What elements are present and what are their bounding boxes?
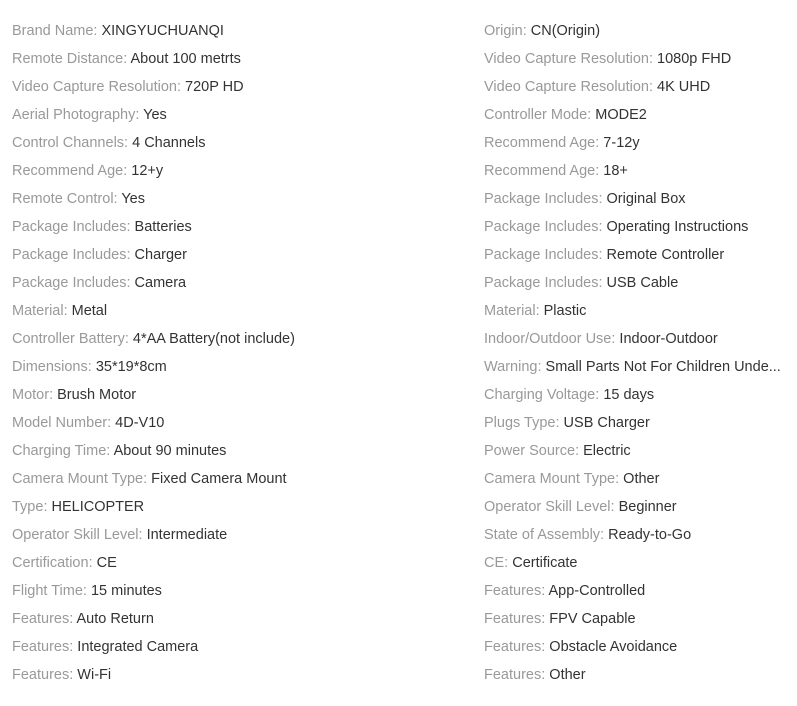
spec-row	[12, 549, 462, 577]
spec-row	[12, 45, 462, 73]
spec-value: Remote Controller	[606, 247, 725, 263]
spec-row	[484, 17, 784, 45]
spec-key: Plugs Type	[484, 415, 556, 431]
spec-row	[484, 73, 784, 101]
spec-value: Obstacle Avoidance	[549, 639, 678, 655]
spec-value: 15 minutes	[90, 583, 162, 599]
spec-key: Recommend Age	[484, 163, 596, 179]
spec-separator: :	[648, 51, 658, 67]
spec-separator: :	[135, 107, 144, 123]
spec-separator: :	[87, 359, 96, 375]
spec-value: CN(Origin)	[530, 23, 601, 39]
spec-separator: :	[126, 275, 135, 291]
spec-key: Operator Skill Level	[12, 527, 139, 543]
spec-row	[12, 661, 462, 689]
spec-row	[484, 381, 784, 409]
spec-row	[12, 409, 462, 437]
spec-separator: :	[43, 499, 52, 515]
spec-separator: :	[541, 611, 550, 627]
spec-value: HELICOPTER	[51, 499, 145, 515]
spec-key: Features	[12, 611, 70, 627]
spec-key: Features	[12, 667, 70, 683]
spec-separator: :	[49, 387, 58, 403]
spec-key: Control Channels	[12, 135, 125, 151]
spec-value: Auto Return	[76, 611, 154, 627]
spec-row	[484, 549, 784, 577]
spec-key: Warning	[484, 359, 538, 375]
spec-row	[12, 157, 462, 185]
spec-value: Intermediate	[146, 527, 228, 543]
spec-value: 15 days	[603, 387, 655, 403]
spec-separator: :	[113, 191, 122, 207]
spec-key: Camera Mount Type	[484, 471, 616, 487]
spec-column-right	[484, 17, 784, 689]
spec-separator: :	[541, 667, 550, 683]
spec-key: Flight Time	[12, 583, 83, 599]
spec-row	[12, 605, 462, 633]
spec-separator: :	[595, 163, 604, 179]
spec-key: Features	[484, 639, 542, 655]
spec-row	[484, 633, 784, 661]
spec-separator: :	[138, 527, 147, 543]
spec-row	[12, 213, 462, 241]
spec-value: Camera	[134, 275, 187, 291]
spec-key: Charging Voltage	[484, 387, 596, 403]
spec-key: Aerial Photography	[12, 107, 136, 123]
spec-separator: :	[69, 667, 78, 683]
spec-separator: :	[107, 415, 116, 431]
spec-value: Metal	[71, 303, 108, 319]
spec-row	[484, 493, 784, 521]
spec-separator: :	[575, 443, 584, 459]
spec-separator: :	[124, 135, 133, 151]
spec-value: Ready-to-Go	[608, 527, 692, 543]
spec-row	[484, 577, 784, 605]
spec-value: Wi-Fi	[77, 667, 112, 683]
spec-row	[12, 17, 462, 45]
spec-row	[12, 437, 462, 465]
spec-key: Indoor/Outdoor Use	[484, 331, 612, 347]
spec-key: Remote Distance	[12, 51, 124, 67]
spec-separator: :	[541, 583, 549, 599]
spec-row	[12, 353, 462, 381]
spec-value: USB Cable	[606, 275, 679, 291]
spec-separator: :	[595, 135, 604, 151]
spec-key: Recommend Age	[12, 163, 124, 179]
spec-key: Package Includes	[484, 191, 599, 207]
spec-key: Video Capture Resolution	[12, 79, 177, 95]
spec-key: Video Capture Resolution	[484, 51, 649, 67]
spec-value: Charger	[134, 247, 187, 263]
spec-separator: :	[610, 499, 619, 515]
spec-separator: :	[587, 107, 596, 123]
spec-key: Package Includes	[484, 219, 599, 235]
spec-separator: :	[126, 247, 135, 263]
spec-row	[484, 605, 784, 633]
spec-row	[484, 521, 784, 549]
spec-key: Power Source	[484, 443, 576, 459]
spec-separator: :	[615, 471, 624, 487]
spec-value: App-Controlled	[548, 583, 646, 599]
spec-value: 18+	[603, 163, 628, 179]
spec-separator: :	[600, 527, 609, 543]
spec-separator: :	[598, 191, 607, 207]
spec-value: Operating Instructions	[606, 219, 749, 235]
spec-key: Material	[484, 303, 536, 319]
spec-key: Controller Mode	[484, 107, 588, 123]
spec-value: Yes	[121, 191, 145, 207]
spec-value: Indoor-Outdoor	[619, 331, 718, 347]
spec-separator: :	[123, 51, 131, 67]
spec-row	[484, 297, 784, 325]
spec-separator: :	[126, 219, 135, 235]
spec-separator: :	[143, 471, 152, 487]
spec-separator: :	[537, 359, 546, 375]
spec-key: Brand Name	[12, 23, 94, 39]
spec-separator: :	[176, 79, 186, 95]
spec-key: Package Includes	[484, 275, 599, 291]
spec-value: 4 Channels	[132, 135, 206, 151]
spec-value: 4K UHD	[657, 79, 711, 95]
spec-separator: :	[106, 443, 114, 459]
spec-value: Plastic	[543, 303, 587, 319]
spec-separator: :	[504, 555, 513, 571]
spec-row	[12, 521, 462, 549]
spec-value: Other	[623, 471, 660, 487]
spec-key: Camera Mount Type	[12, 471, 144, 487]
spec-key: Features	[484, 611, 542, 627]
spec-value: Electric	[583, 443, 631, 459]
spec-separator: :	[535, 303, 544, 319]
spec-key: State of Assembly	[484, 527, 601, 543]
spec-value: Batteries	[134, 219, 192, 235]
spec-key: Recommend Age	[484, 135, 596, 151]
spec-key: Motor	[12, 387, 50, 403]
spec-separator: :	[598, 219, 607, 235]
spec-row	[484, 241, 784, 269]
spec-row	[484, 269, 784, 297]
spec-row	[12, 73, 462, 101]
spec-key: Model Number	[12, 415, 108, 431]
spec-row	[12, 577, 462, 605]
spec-separator: :	[598, 247, 607, 263]
spec-key: Type	[12, 499, 44, 515]
spec-row	[484, 213, 784, 241]
spec-value: Beginner	[618, 499, 677, 515]
spec-row	[12, 465, 462, 493]
spec-row	[12, 297, 462, 325]
spec-value: About 100 metrts	[130, 51, 241, 67]
spec-value: Brush Motor	[57, 387, 137, 403]
spec-value: Small Parts Not For Children Unde...	[545, 359, 781, 375]
spec-separator: :	[93, 23, 102, 39]
spec-row	[12, 129, 462, 157]
spec-key: Operator Skill Level	[484, 499, 611, 515]
spec-key: Certification	[12, 555, 89, 571]
spec-separator: :	[63, 303, 72, 319]
spec-value: Integrated Camera	[77, 639, 199, 655]
spec-row	[484, 185, 784, 213]
spec-value: Certificate	[512, 555, 578, 571]
spec-row	[12, 101, 462, 129]
spec-key: Package Includes	[484, 247, 599, 263]
spec-value: 12+y	[131, 163, 164, 179]
spec-separator: :	[611, 331, 620, 347]
spec-value: 4*AA Battery(not include)	[132, 331, 295, 347]
spec-separator: :	[555, 415, 564, 431]
spec-row	[12, 493, 462, 521]
spec-separator: :	[595, 387, 604, 403]
spec-value: MODE2	[595, 107, 647, 123]
spec-value: 1080p FHD	[657, 51, 732, 67]
spec-separator: :	[541, 639, 550, 655]
spec-key: Features	[12, 639, 70, 655]
spec-separator: :	[69, 639, 78, 655]
spec-separator: :	[123, 163, 132, 179]
spec-value: 7-12y	[603, 135, 640, 151]
spec-row	[484, 661, 784, 689]
spec-value: Fixed Camera Mount	[151, 471, 287, 487]
spec-value: 35*19*8cm	[95, 359, 167, 375]
spec-key: Package Includes	[12, 247, 127, 263]
spec-row	[12, 269, 462, 297]
spec-row	[12, 633, 462, 661]
spec-row	[12, 381, 462, 409]
spec-separator: :	[69, 611, 77, 627]
spec-key: Package Includes	[12, 219, 127, 235]
spec-row	[484, 45, 784, 73]
spec-row	[484, 129, 784, 157]
spec-value: About 90 minutes	[113, 443, 227, 459]
spec-row	[484, 325, 784, 353]
spec-key: Controller Battery	[12, 331, 125, 347]
spec-value: Other	[549, 667, 586, 683]
spec-value: Original Box	[606, 191, 686, 207]
spec-separator: :	[522, 23, 531, 39]
spec-separator: :	[124, 331, 133, 347]
spec-separator: :	[648, 79, 658, 95]
spec-value: Yes	[143, 107, 167, 123]
spec-row	[12, 325, 462, 353]
spec-row	[484, 465, 784, 493]
spec-value: 4D-V10	[115, 415, 165, 431]
spec-key: Package Includes	[12, 275, 127, 291]
spec-row	[484, 353, 784, 381]
spec-key: Features	[484, 667, 542, 683]
spec-separator: :	[82, 583, 91, 599]
spec-value: FPV Capable	[549, 611, 636, 627]
spec-row	[12, 185, 462, 213]
spec-key: Features	[484, 583, 542, 599]
spec-row	[484, 409, 784, 437]
spec-key: Video Capture Resolution	[484, 79, 649, 95]
spec-value: XINGYUCHUANQI	[101, 23, 224, 39]
spec-row	[12, 241, 462, 269]
spec-separator: :	[598, 275, 607, 291]
spec-key: Remote Control	[12, 191, 114, 207]
spec-key: Origin	[484, 23, 523, 39]
spec-column-left	[12, 17, 462, 689]
spec-key: Charging Time	[12, 443, 107, 459]
spec-value: CE	[96, 555, 117, 571]
spec-key: CE	[484, 555, 505, 571]
spec-row	[484, 101, 784, 129]
spec-row	[484, 157, 784, 185]
spec-value: 720P HD	[185, 79, 244, 95]
spec-separator: :	[88, 555, 97, 571]
spec-key: Dimensions	[12, 359, 88, 375]
spec-key: Material	[12, 303, 64, 319]
spec-value: USB Charger	[563, 415, 650, 431]
spec-row	[484, 437, 784, 465]
